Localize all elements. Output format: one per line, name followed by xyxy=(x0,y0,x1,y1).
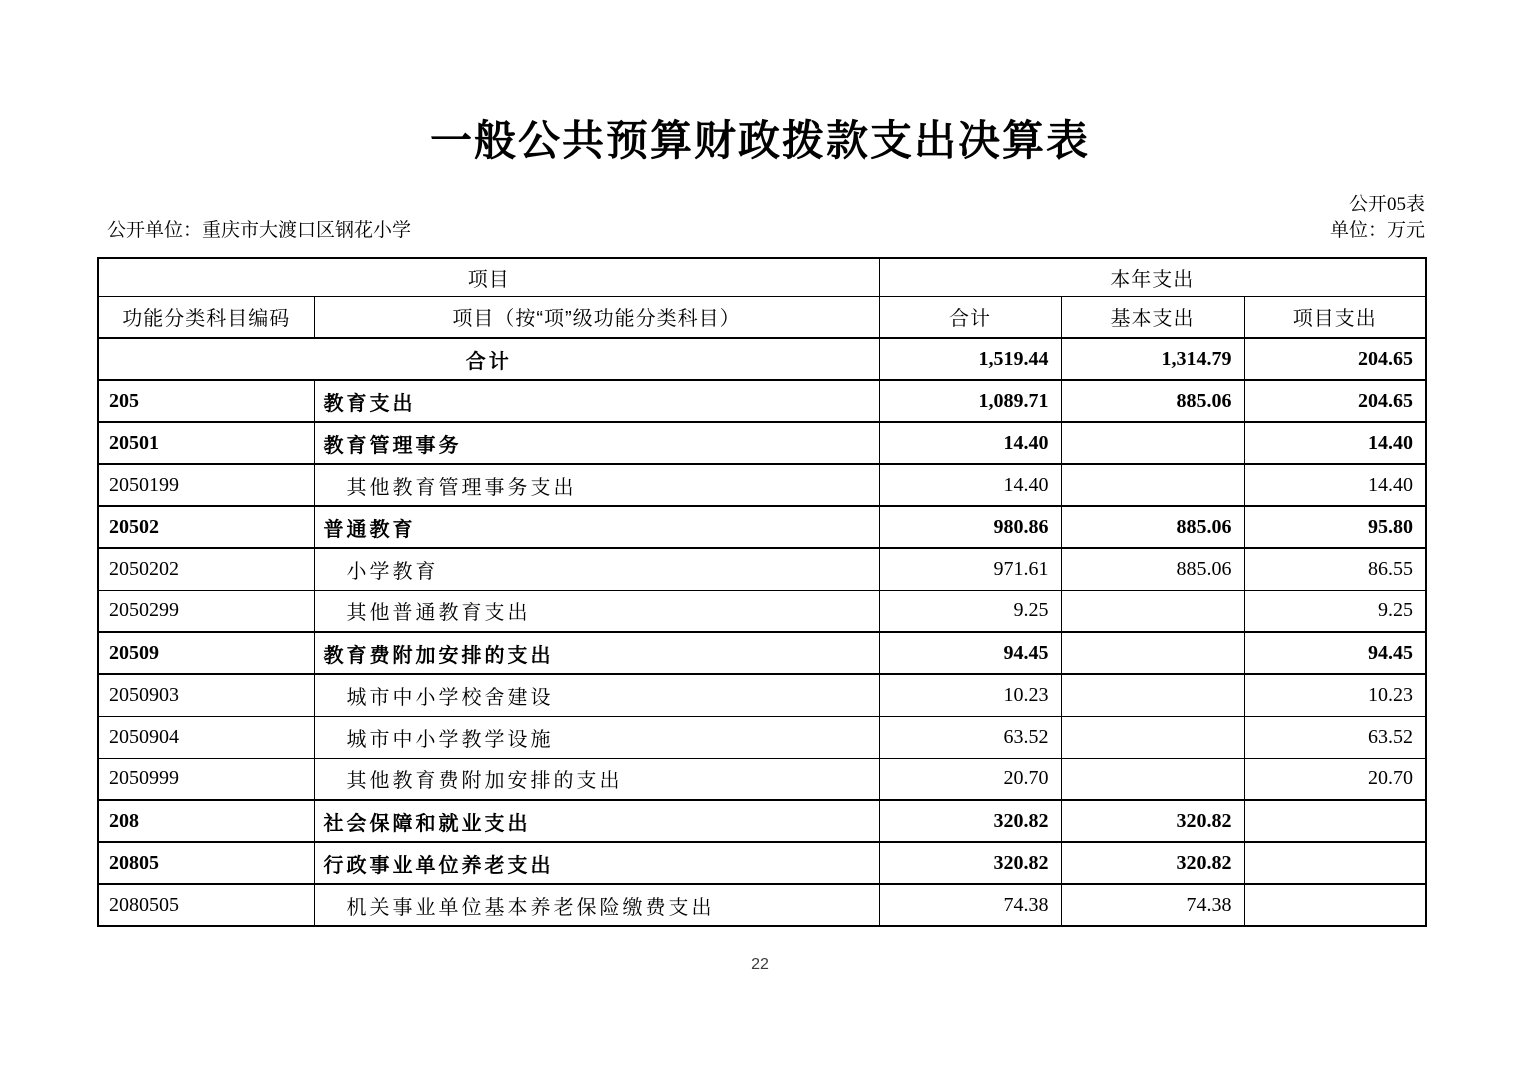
project-cell: 63.52 xyxy=(1244,716,1426,758)
total-cell: 20.70 xyxy=(879,758,1061,800)
basic-cell: 1,314.79 xyxy=(1061,338,1244,380)
code-cell: 2050202 xyxy=(98,548,314,590)
total-cell: 1,519.44 xyxy=(879,338,1061,380)
total-cell: 10.23 xyxy=(879,674,1061,716)
table-header-row xyxy=(98,296,1426,338)
header-item: 项目（按“项”级功能分类科目） xyxy=(314,296,879,338)
basic-cell: 74.38 xyxy=(1061,884,1244,926)
code-cell: 2080505 xyxy=(98,884,314,926)
item-cell: 机关事业单位基本养老保险缴费支出 xyxy=(314,884,879,926)
total-cell: 971.61 xyxy=(879,548,1061,590)
project-cell: 20.70 xyxy=(1244,758,1426,800)
project-cell: 9.25 xyxy=(1244,590,1426,632)
header-current-year-group: 本年支出 xyxy=(879,258,1426,296)
basic-cell: 885.06 xyxy=(1061,548,1244,590)
project-cell xyxy=(1244,884,1426,926)
table-row xyxy=(98,380,1426,422)
table-row xyxy=(98,506,1426,548)
item-cell: 普通教育 xyxy=(314,506,879,548)
project-cell: 95.80 xyxy=(1244,506,1426,548)
table-row xyxy=(98,884,1426,926)
item-cell: 社会保障和就业支出 xyxy=(314,800,879,842)
code-cell: 20502 xyxy=(98,506,314,548)
item-cell: 教育支出 xyxy=(314,380,879,422)
item-cell: 其他普通教育支出 xyxy=(314,590,879,632)
total-cell: 63.52 xyxy=(879,716,1061,758)
header-basic-expenditure: 基本支出 xyxy=(1061,296,1244,338)
code-cell: 205 xyxy=(98,380,314,422)
table-row xyxy=(98,758,1426,800)
header-function-code: 功能分类科目编码 xyxy=(98,296,314,338)
item-cell: 城市中小学校舍建设 xyxy=(314,674,879,716)
table-row xyxy=(98,842,1426,884)
table-row xyxy=(98,674,1426,716)
basic-cell xyxy=(1061,758,1244,800)
item-cell: 行政事业单位养老支出 xyxy=(314,842,879,884)
table-code-label: 公开05表 xyxy=(1348,194,1425,215)
basic-cell xyxy=(1061,674,1244,716)
table-row xyxy=(98,548,1426,590)
code-cell: 20805 xyxy=(98,842,314,884)
project-cell: 14.40 xyxy=(1244,422,1426,464)
header-project-group: 项目 xyxy=(98,258,879,296)
total-cell: 9.25 xyxy=(879,590,1061,632)
code-cell: 2050999 xyxy=(98,758,314,800)
code-cell: 20501 xyxy=(98,422,314,464)
project-cell: 94.45 xyxy=(1244,632,1426,674)
table-row xyxy=(98,464,1426,506)
basic-cell xyxy=(1061,716,1244,758)
page-number: 22 xyxy=(751,956,769,973)
item-cell: 教育费附加安排的支出 xyxy=(314,632,879,674)
basic-cell xyxy=(1061,422,1244,464)
item-cell: 小学教育 xyxy=(314,548,879,590)
total-cell: 94.45 xyxy=(879,632,1061,674)
code-cell: 208 xyxy=(98,800,314,842)
code-cell: 2050299 xyxy=(98,590,314,632)
table-row xyxy=(98,800,1426,842)
total-cell: 14.40 xyxy=(879,464,1061,506)
table-header-group-row xyxy=(98,258,1426,296)
project-cell: 86.55 xyxy=(1244,548,1426,590)
total-cell: 980.86 xyxy=(879,506,1061,548)
project-cell: 204.65 xyxy=(1244,380,1426,422)
basic-cell: 885.06 xyxy=(1061,380,1244,422)
table-row-grand-total xyxy=(98,338,1426,380)
item-cell: 城市中小学教学设施 xyxy=(314,716,879,758)
table-row xyxy=(98,632,1426,674)
total-cell: 1,089.71 xyxy=(879,380,1061,422)
code-cell: 2050903 xyxy=(98,674,314,716)
code-cell: 20509 xyxy=(98,632,314,674)
project-cell xyxy=(1244,800,1426,842)
meta-row xyxy=(107,220,1425,241)
basic-cell: 320.82 xyxy=(1061,842,1244,884)
expenditure-table xyxy=(97,257,1427,927)
item-cell: 其他教育管理事务支出 xyxy=(314,464,879,506)
item-cell: 教育管理事务 xyxy=(314,422,879,464)
basic-cell: 885.06 xyxy=(1061,506,1244,548)
code-cell: 2050904 xyxy=(98,716,314,758)
basic-cell: 320.82 xyxy=(1061,800,1244,842)
project-cell: 14.40 xyxy=(1244,464,1426,506)
project-cell xyxy=(1244,842,1426,884)
project-cell: 10.23 xyxy=(1244,674,1426,716)
basic-cell xyxy=(1061,632,1244,674)
table-row xyxy=(98,590,1426,632)
project-cell: 204.65 xyxy=(1244,338,1426,380)
total-cell: 14.40 xyxy=(879,422,1061,464)
basic-cell xyxy=(1061,464,1244,506)
total-cell: 320.82 xyxy=(879,842,1061,884)
item-cell: 合计 xyxy=(98,338,879,380)
total-cell: 74.38 xyxy=(879,884,1061,926)
public-unit-label: 公开单位：重庆市大渡口区钢花小学 xyxy=(107,220,412,241)
table-row xyxy=(98,422,1426,464)
item-cell: 其他教育费附加安排的支出 xyxy=(314,758,879,800)
page-title: 一般公共预算财政拨款支出决算表 xyxy=(429,117,1090,164)
basic-cell xyxy=(1061,590,1244,632)
header-total: 合计 xyxy=(879,296,1061,338)
unit-of-measure-label: 单位：万元 xyxy=(1329,220,1425,241)
code-cell: 2050199 xyxy=(98,464,314,506)
total-cell: 320.82 xyxy=(879,800,1061,842)
table-row xyxy=(98,716,1426,758)
header-project-expenditure: 项目支出 xyxy=(1244,296,1426,338)
